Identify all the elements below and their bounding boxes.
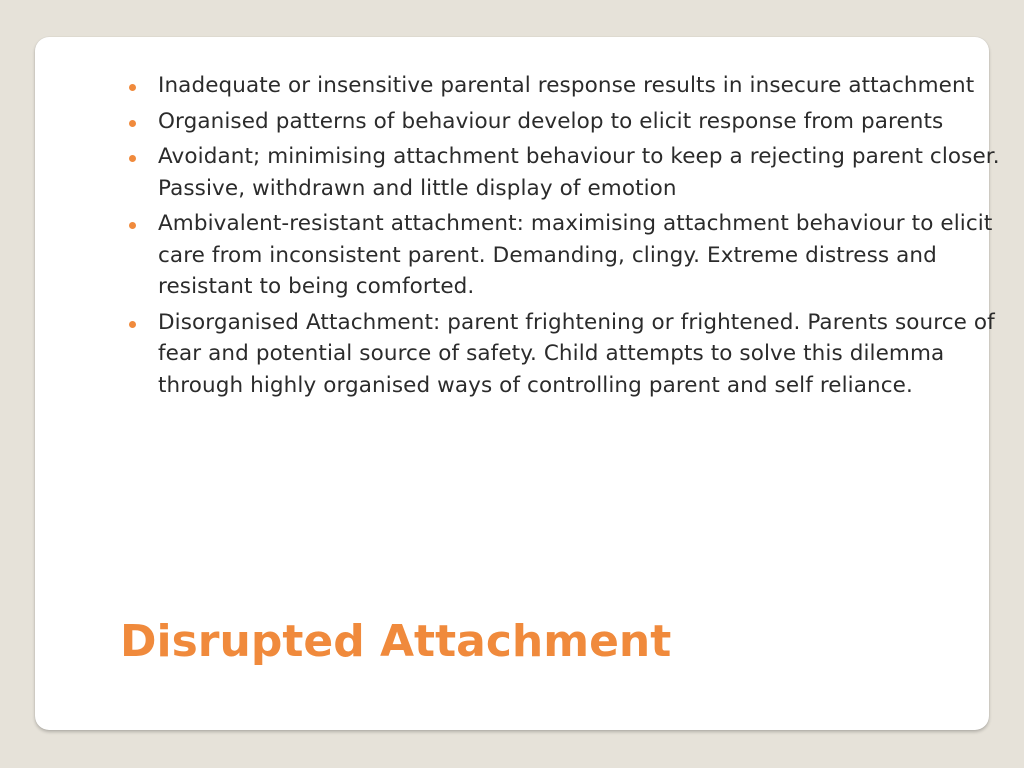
bullet-list	[123, 70, 1003, 405]
bullet-text: Ambivalent-resistant attachment: maximising attachment behaviour to elicit care from inconsistent parent. Demanding, clingy. Extreme distress and resistant to being comforted.	[158, 211, 993, 299]
bullet-text: Inadequate or insensitive parental response results in insecure attachment	[158, 73, 975, 98]
bullet-dot-icon	[129, 84, 136, 91]
bullet-dot-icon	[129, 120, 136, 127]
bullet-dot-icon	[129, 155, 136, 162]
bullet-dot-icon	[129, 321, 136, 328]
bullet-item	[123, 141, 1003, 204]
bullet-dot-icon	[129, 222, 136, 229]
bullet-text: Organised patterns of behaviour develop to elicit response from parents	[158, 108, 944, 134]
bullet-item	[123, 307, 1003, 402]
bullet-text: Disorganised Attachment: parent frightening or frightened. Parents source of fear and potential source of safety. Child attempts to solve this dilemma through highly organised ways of controlling parent and self reliance.	[158, 309, 995, 398]
bullet-item	[123, 70, 1003, 102]
bullet-item	[123, 208, 1003, 303]
bullet-item	[123, 106, 1003, 138]
slide-title: Disrupted Attachment	[120, 616, 672, 667]
bullet-text: Avoidant; minimising attachment behaviour to keep a rejecting parent closer. Passive, withdrawn and little display of emotion	[158, 144, 1000, 201]
